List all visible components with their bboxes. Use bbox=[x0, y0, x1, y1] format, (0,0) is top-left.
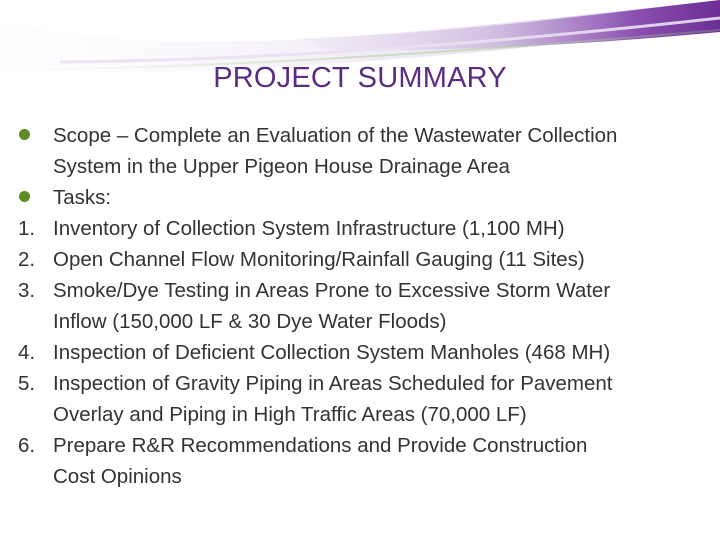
slide-title: PROJECT SUMMARY bbox=[213, 62, 507, 94]
task-text-line: Overlay and Piping in High Traffic Areas (70,000 LF) bbox=[53, 403, 527, 426]
bullet-dot-icon bbox=[19, 129, 30, 140]
task-number: 6. bbox=[18, 434, 36, 457]
task-number: 2. bbox=[18, 248, 36, 271]
task-text-line: Open Channel Flow Monitoring/Rainfall Gauging (11 Sites) bbox=[53, 248, 585, 271]
task-item bbox=[18, 430, 714, 492]
task-number: 5. bbox=[18, 372, 36, 395]
task-text-line: Inspection of Deficient Collection System Manholes (468 MH) bbox=[53, 341, 611, 364]
task-item bbox=[18, 275, 714, 337]
task-number: 4. bbox=[18, 341, 36, 364]
bullet-tasks bbox=[18, 182, 714, 213]
task-item bbox=[18, 244, 714, 275]
task-text-line: Smoke/Dye Testing in Areas Prone to Excessive Storm Water bbox=[53, 279, 611, 302]
task-text-line: Inventory of Collection System Infrastructure (1,100 MH) bbox=[53, 217, 565, 240]
task-item bbox=[18, 368, 714, 430]
task-text-line: Inspection of Gravity Piping in Areas Scheduled for Pavement bbox=[53, 372, 613, 395]
bullet-dot-icon bbox=[19, 191, 30, 202]
task-number: 3. bbox=[18, 279, 36, 302]
bullet-scope bbox=[18, 120, 714, 182]
task-text-line: Cost Opinions bbox=[53, 465, 182, 488]
bullet-text-line: System in the Upper Pigeon House Drainage Area bbox=[53, 155, 510, 178]
bullet-text-line: Tasks: bbox=[53, 186, 112, 209]
task-item bbox=[18, 213, 714, 244]
task-text-line: Prepare R&R Recommendations and Provide Construction bbox=[53, 434, 588, 457]
slide-body bbox=[18, 120, 714, 492]
task-item bbox=[18, 337, 714, 368]
bullet-text-line: Scope – Complete an Evaluation of the Wastewater Collection bbox=[53, 124, 618, 147]
task-number: 1. bbox=[18, 217, 36, 240]
task-text-line: Inflow (150,000 LF & 30 Dye Water Floods) bbox=[53, 310, 447, 333]
